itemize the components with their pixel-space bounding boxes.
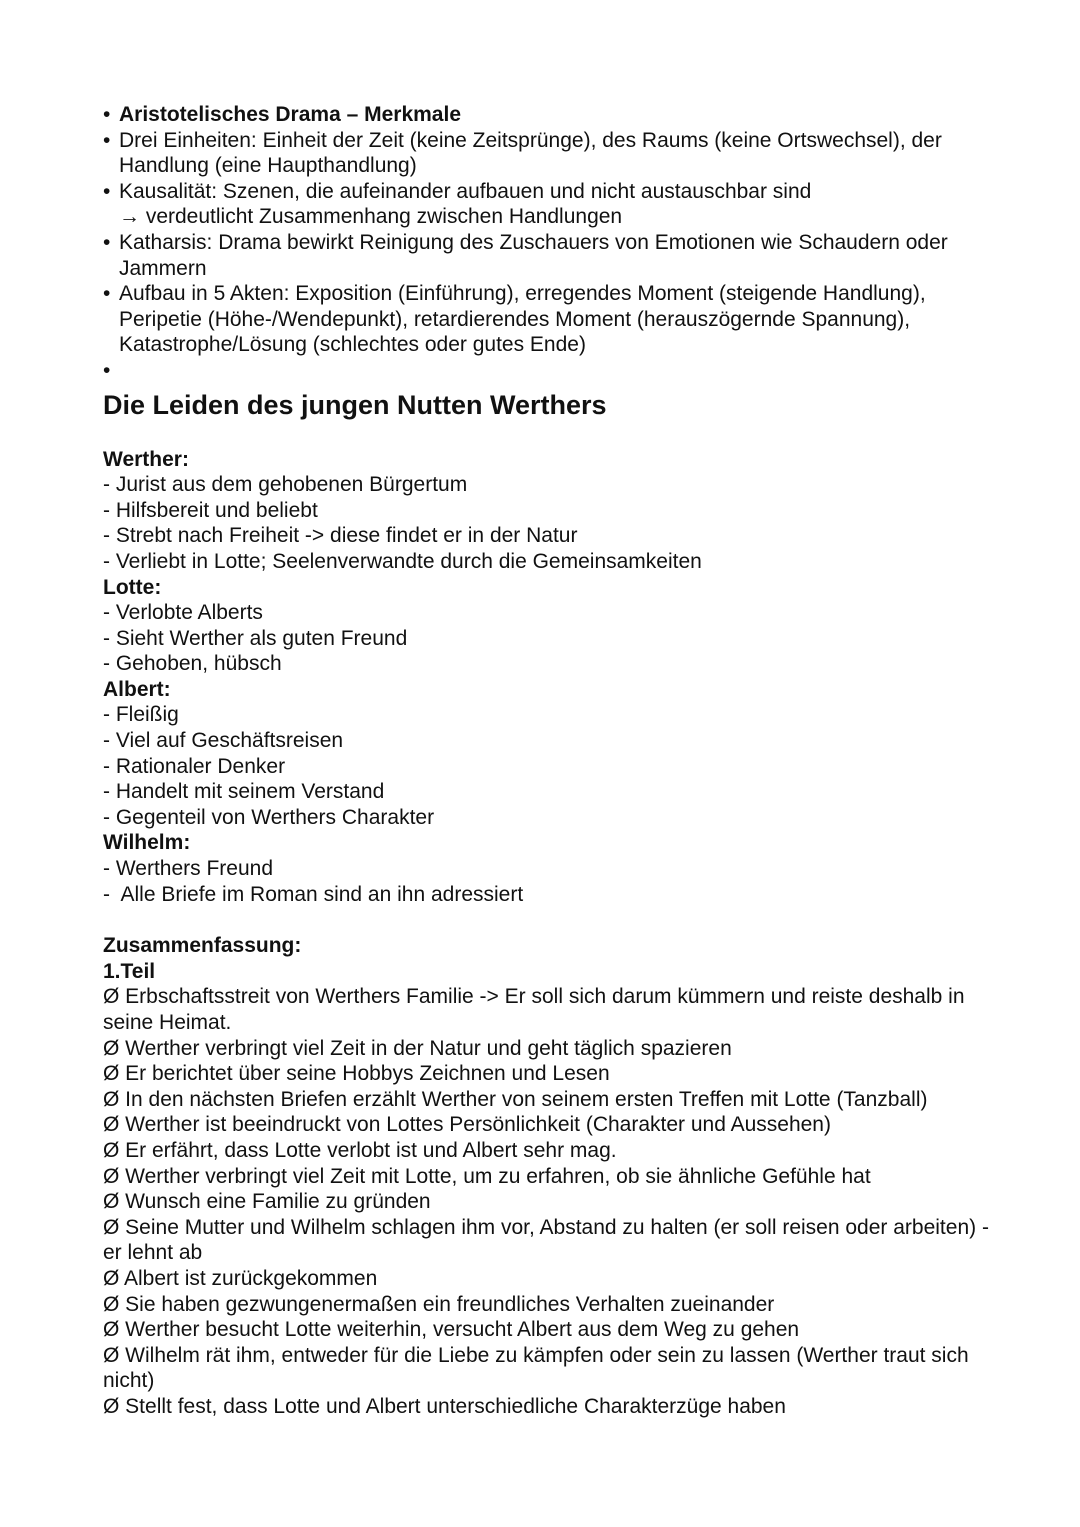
drama-heading-text: Aristotelisches Drama – Merkmale bbox=[119, 103, 461, 126]
summary-item: Ø Wunsch eine Familie zu gründen bbox=[103, 1190, 431, 1214]
character-trait: - Werthers Freund bbox=[103, 857, 273, 881]
character-trait: - Gegenteil von Werthers Charakter bbox=[103, 805, 435, 829]
drama-heading bbox=[103, 102, 1003, 128]
character-trait: - Rationaler Denker bbox=[103, 754, 286, 778]
character-trait: - Hilfsbereit und beliebt bbox=[103, 498, 318, 522]
summary-item: Ø Sie haben gezwungenermaßen ein freundliches Verhalten zueinander bbox=[103, 1292, 775, 1316]
character-trait: - Jurist aus dem gehobenen Bürgertum bbox=[103, 473, 468, 497]
drama-bullet-list bbox=[103, 102, 1003, 384]
drama-point-katharsis bbox=[103, 230, 1003, 281]
character-trait: - Verlobte Alberts bbox=[103, 601, 263, 625]
summary-item: Ø Werther ist beeindruckt von Lottes Persönlichkeit (Charakter und Aussehen) bbox=[103, 1113, 831, 1137]
character-trait: - Sieht Werther als guten Freund bbox=[103, 626, 408, 650]
character-trait: - Verliebt in Lotte; Seelenverwandte durch die Gemeinsamkeiten bbox=[103, 549, 702, 573]
summary-item: Ø Werther verbringt viel Zeit mit Lotte, um zu erfahren, ob sie ähnliche Gefühle hat bbox=[103, 1164, 871, 1188]
summary-heading: Zusammenfassung: bbox=[103, 934, 302, 958]
summary-part-label: 1.Teil bbox=[103, 959, 156, 983]
kausalitaet-note: → verdeutlicht Zusammenhang zwischen Handlungen bbox=[119, 205, 623, 229]
drama-point-kausalitaet bbox=[103, 179, 1003, 230]
summary-item: Ø Werther verbringt viel Zeit in der Natur und geht täglich spazieren bbox=[103, 1036, 732, 1060]
document-page bbox=[103, 102, 1003, 1420]
character-trait: - Handelt mit seinem Verstand bbox=[103, 780, 385, 804]
summary-item: Ø Er berichtet über seine Hobbys Zeichnen und Lesen bbox=[103, 1062, 610, 1086]
drama-point-einheiten bbox=[103, 128, 1003, 179]
summary-item: Ø In den nächsten Briefen erzählt Werther von seinem ersten Treffen mit Lotte (Tanzball) bbox=[103, 1087, 928, 1111]
summary-item: Ø Stellt fest, dass Lotte und Albert unterschiedliche Charakterzüge haben bbox=[103, 1394, 786, 1418]
summary-section bbox=[103, 933, 1003, 1419]
character-name-wilhelm: Wilhelm: bbox=[103, 831, 191, 855]
drama-point-text: Drei Einheiten: Einheit der Zeit (keine Zeitsprünge), des Raums (keine Ortswechsel), der Handlung (eine Haupthandlung) bbox=[119, 128, 942, 178]
drama-point-text: Aufbau in 5 Akten: Exposition (Einführung), erregendes Moment (steigende Handlung), Peripetie (Höhe-/Wendepunkt), retardierendes Moment (herauszögernde Spannung), Katastrophe/Lösung (schlechtes oder gutes Ende) bbox=[119, 282, 926, 357]
characters-section bbox=[103, 447, 1003, 908]
summary-item: Ø Werther besucht Lotte weiterhin, versucht Albert aus dem Weg zu gehen bbox=[103, 1318, 800, 1342]
character-trait: - Strebt nach Freiheit -> diese findet er in der Natur bbox=[103, 524, 578, 548]
character-trait: - Alle Briefe im Roman sind an ihn adressiert bbox=[103, 882, 524, 906]
spacer bbox=[103, 907, 1003, 933]
empty-bullet bbox=[103, 358, 1003, 384]
character-trait: - Gehoben, hübsch bbox=[103, 652, 282, 676]
summary-item: Ø Er erfährt, dass Lotte verlobt ist und Albert sehr mag. bbox=[103, 1138, 617, 1162]
character-name-albert: Albert: bbox=[103, 677, 171, 701]
character-name-lotte: Lotte: bbox=[103, 575, 162, 599]
summary-item: Ø Erbschaftsstreit von Werthers Familie -> Er soll sich darum kümmern und reiste deshalb in seine Heimat. bbox=[103, 985, 965, 1034]
drama-point-text: Kausalität: Szenen, die aufeinander aufbauen und nicht austauschbar sind bbox=[119, 179, 812, 203]
character-trait: - Viel auf Geschäftsreisen bbox=[103, 729, 344, 753]
summary-item: Ø Wilhelm rät ihm, entweder für die Liebe zu kämpfen oder sein zu lassen (Werther traut sich nicht) bbox=[103, 1343, 969, 1393]
summary-item: Ø Albert ist zurückgekommen bbox=[103, 1266, 378, 1290]
character-trait: - Fleißig bbox=[103, 703, 179, 727]
document-title: Die Leiden des jungen Nutten Werthers bbox=[103, 389, 607, 420]
character-name-werther: Werther: bbox=[103, 447, 189, 471]
drama-point-text: Katharsis: Drama bewirkt Reinigung des Zuschauers von Emotionen wie Schaudern oder Jammern bbox=[119, 230, 948, 280]
drama-point-aufbau bbox=[103, 281, 1003, 358]
summary-item: Ø Seine Mutter und Wilhelm schlagen ihm vor, Abstand zu halten (er soll reisen oder arbeiten) - er lehnt ab bbox=[103, 1215, 989, 1265]
